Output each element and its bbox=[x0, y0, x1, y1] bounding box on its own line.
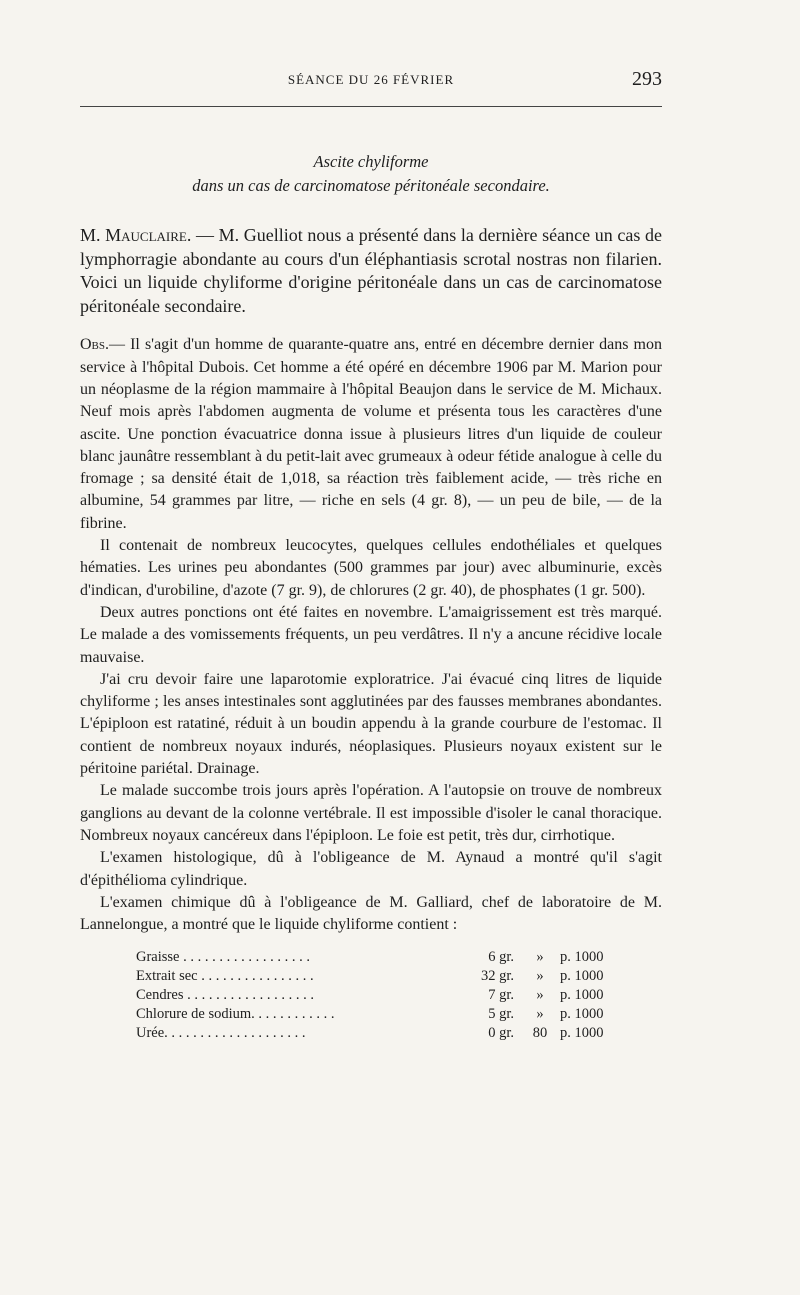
component-separator: » bbox=[536, 949, 544, 966]
paragraph: L'examen histologique, dû à l'obligeance de M. Aynaud a montré qu'il s'agit d'épithélioma cylindrique. bbox=[80, 849, 662, 889]
component-amount: 7 gr. bbox=[488, 987, 514, 1004]
page-header bbox=[80, 66, 662, 94]
article-title bbox=[80, 150, 662, 198]
component-reference: p. 1000 bbox=[560, 1006, 604, 1023]
table-row bbox=[136, 1005, 632, 1024]
table-row bbox=[136, 967, 632, 986]
component-name: Extrait sec . . . . . . . . . . . . . . . . bbox=[136, 968, 314, 985]
component-reference: p. 1000 bbox=[560, 949, 604, 966]
intro-paragraph bbox=[80, 224, 662, 318]
component-separator: » bbox=[536, 987, 544, 1004]
paragraph: Deux autres ponctions ont été faites en novembre. L'amaigrissement est très marqué. Le malade a des vomissements fréquents, un peu verdâtres. Il n'y a ancune récidive locale mauvaise. bbox=[80, 603, 662, 666]
paragraph: Le malade succombe trois jours après l'opération. A l'autopsie on trouve de nombreux ganglions au devant de la colonne vertébrale. Il est impossible d'isoler le canal thoracique. Nombreux noyaux cancéreux dans l'épiploon. Le foie est petit, très dur, cirrhotique. bbox=[80, 782, 662, 844]
observation-paragraph bbox=[80, 334, 662, 535]
component-separator: » bbox=[536, 1006, 544, 1023]
component-reference: p. 1000 bbox=[560, 1025, 604, 1042]
component-separator: 80 bbox=[532, 1025, 548, 1042]
header-rule bbox=[80, 106, 662, 107]
component-amount: 6 gr. bbox=[488, 949, 514, 966]
title-line-2: dans un cas de carcinomatose péritonéale secondaire. bbox=[192, 176, 550, 195]
table-row bbox=[136, 1024, 632, 1043]
composition-table bbox=[136, 948, 632, 1043]
component-name: Chlorure de sodium. . . . . . . . . . . . bbox=[136, 1006, 335, 1023]
running-title: SÉANCE DU 26 FÉVRIER bbox=[287, 72, 455, 87]
component-reference: p. 1000 bbox=[560, 987, 604, 1004]
page-number: 293 bbox=[632, 68, 662, 90]
paragraph: J'ai cru devoir faire une laparotomie exploratrice. J'ai évacué cinq litres de liquide chyliforme ; les anses intestinales sont agglutinées par des fausses membranes abondantes. L'épiploon est ratatiné, réduit à un boudin appendu à la grande courbure de l'estomac. Il contient de nombreux noyaux indurés, néoplasiques. Plusieurs noyaux existent sur le péritoine pariétal. Drainage. bbox=[80, 670, 662, 778]
paragraph: Il contenait de nombreux leucocytes, quelques cellules endothéliales et quelques hématies. Les urines peu abondantes (500 grammes par jour) avec albuminurie, excès d'indican, d'urobiline, d'azote (7 gr. 9), de chlorures (2 gr. 40), de phosphates (1 gr. 500). bbox=[80, 537, 662, 599]
paragraph: L'examen chimique dû à l'obligeance de M. Galliard, chef de laboratoire de M. Lannelongue, a montré que le liquide chyliforme contient : bbox=[80, 893, 662, 934]
component-reference: p. 1000 bbox=[560, 968, 604, 985]
component-name: Urée. . . . . . . . . . . . . . . . . . . . bbox=[136, 1025, 306, 1042]
component-separator: » bbox=[536, 968, 544, 985]
observation-label: Obs. bbox=[80, 336, 110, 354]
component-amount: 32 gr. bbox=[480, 968, 514, 985]
observation-text: — Il s'agit d'un homme de quarante-quatre ans, entré en décembre dernier dans mon service à l'hôpital Dubois. Cet homme a été opéré en décembre 1906 par M. Marion pour un néoplasme de la région mammaire à l'hôpital Beaujon dans le service de M. Michaux. Neuf mois après l'abdomen augmenta de volume et présenta tous les caractères d'une ascite. Une ponction évacuatrice donna issue à plusieurs litres d'un liquide de couleur blanc jaunâtre ressemblant à du petit-lait avec grumeaux à odeur fétide analogue à celle du fromage ; sa densité était de 1,018, sa réaction très faiblement acide, — très riche en albumine, 54 grammes par litre, — riche en sels (4 gr. 8), — un peu de bile, — de la fibrine. bbox=[80, 336, 662, 532]
speaker-name: M. Mauclaire. bbox=[80, 225, 192, 245]
article-body bbox=[80, 224, 662, 1043]
title-line-1: Ascite chyliforme bbox=[313, 152, 429, 171]
table-row bbox=[136, 986, 632, 1005]
component-amount: 0 gr. bbox=[488, 1025, 514, 1042]
component-name: Cendres . . . . . . . . . . . . . . . . . . bbox=[136, 987, 315, 1004]
intro-text: — M. Guelliot nous a présenté dans la dernière séance un cas de lymphorragie abondante au cours d'un éléphantiasis scrotal nostras non filarien. Voici un liquide chyliforme d'origine péritonéale dans un cas de carcinomatose péritonéale secondaire. bbox=[80, 225, 662, 316]
table-row bbox=[136, 948, 632, 967]
component-amount: 5 gr. bbox=[488, 1006, 514, 1023]
component-name: Graisse . . . . . . . . . . . . . . . . . . bbox=[136, 949, 310, 966]
